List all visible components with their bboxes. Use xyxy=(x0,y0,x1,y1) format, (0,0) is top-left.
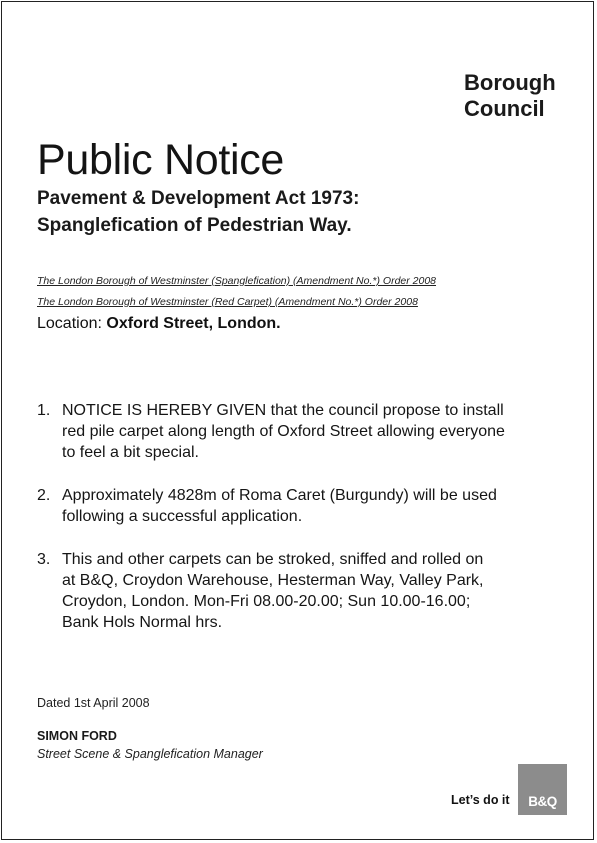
notice-item-1 xyxy=(37,400,577,463)
item-number: 1. xyxy=(37,402,51,419)
order-reference-2: The London Borough of Westminster (Red Carpet) (Amendment No.*) Order 2008 xyxy=(37,296,418,308)
dated-line: Dated 1st April 2008 xyxy=(37,696,150,710)
notice-item-2 xyxy=(37,485,577,527)
item-line: red pile carpet along length of Oxford Street allowing everyone xyxy=(62,423,505,440)
location-value: Oxford Street, London. xyxy=(106,315,281,332)
notice-subtitle xyxy=(37,185,359,239)
item-line: following a successful application. xyxy=(62,508,303,525)
council-name xyxy=(464,70,556,122)
brand-tagline: Let’s do it xyxy=(451,793,510,807)
location-line xyxy=(37,313,281,335)
council-line-1: Borough xyxy=(464,70,556,95)
notice-title: Public Notice xyxy=(37,136,285,184)
item-text xyxy=(62,485,577,527)
item-line: to feel a bit special. xyxy=(62,444,199,461)
item-number: 2. xyxy=(37,487,51,504)
location-label: Location: xyxy=(37,315,102,332)
item-line: Bank Hols Normal hrs. xyxy=(62,614,223,631)
council-line-2: Council xyxy=(464,96,545,121)
bq-logo-text: B&Q xyxy=(528,794,557,809)
item-text xyxy=(62,549,577,633)
subtitle-line-2: Spanglefication of Pedestrian Way. xyxy=(37,215,352,236)
signer-role: Street Scene & Spanglefication Manager xyxy=(37,747,263,761)
bq-logo xyxy=(518,764,567,815)
item-number: 3. xyxy=(37,551,51,568)
item-line: at B&Q, Croydon Warehouse, Hesterman Way, Valley Park, xyxy=(62,572,484,589)
item-text xyxy=(62,400,577,463)
item-line: Croydon, London. Mon-Fri 08.00-20.00; Sun 10.00-16.00; xyxy=(62,593,471,610)
signer-name: SIMON FORD xyxy=(37,729,117,743)
order-reference-1: The London Borough of Westminster (Spanglefication) (Amendment No.*) Order 2008 xyxy=(37,275,437,287)
notice-item-3 xyxy=(37,549,577,633)
notice-items xyxy=(37,400,577,655)
item-line: Approximately 4828m of Roma Caret (Burgundy) will be used xyxy=(62,487,497,504)
item-line: NOTICE IS HEREBY GIVEN that the council propose to install xyxy=(62,402,504,419)
subtitle-line-1: Pavement & Development Act 1973: xyxy=(37,188,360,209)
item-line: This and other carpets can be stroked, sniffed and rolled on xyxy=(62,551,484,568)
